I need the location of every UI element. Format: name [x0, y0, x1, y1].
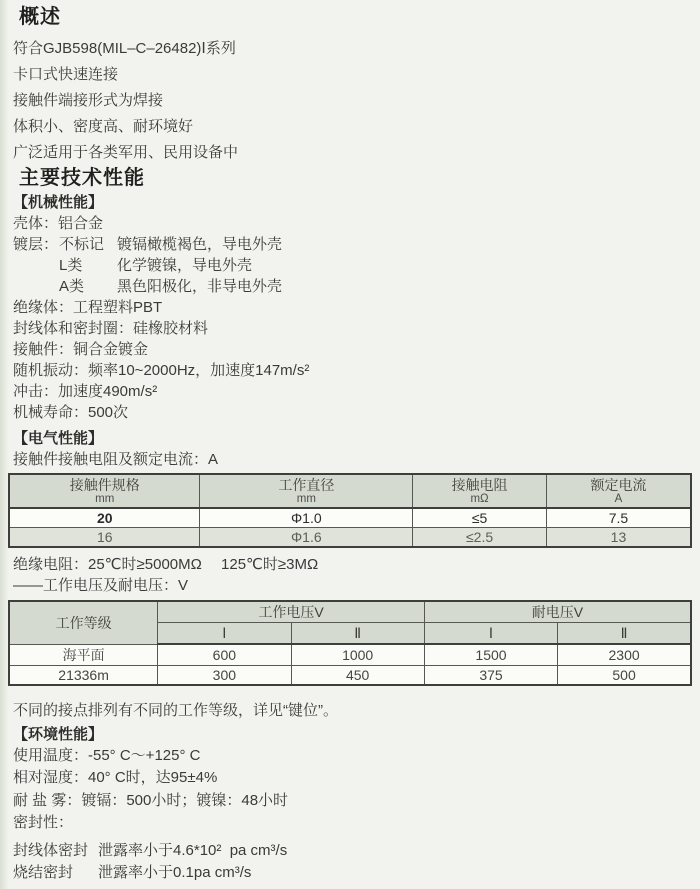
- spec-line: 随机振动：频率10~2000Hz，加速度147m/s²: [13, 362, 310, 379]
- contact-resistance-current-table: [8, 473, 692, 548]
- spec-line: 绝缘体：工程塑料PBT: [13, 299, 163, 316]
- env-spec-line: 耐 盐 雾：镀镉：500小时；镀镍：48小时: [13, 791, 289, 809]
- plating-key: 不标记: [59, 236, 105, 253]
- seal-type: 封线体密封: [13, 841, 89, 859]
- table-group-header-cell: 工作电压V: [158, 601, 425, 623]
- plating-desc: 化学镀镍，导电外壳: [117, 257, 253, 274]
- table-cell: 20: [9, 508, 200, 528]
- plating-prefix: 镀层：: [13, 236, 59, 253]
- table-cell: 13: [546, 528, 691, 548]
- plating-row: [13, 255, 690, 276]
- table-cell: 21336m: [9, 665, 158, 685]
- table-row: [9, 528, 691, 548]
- table-row: [9, 508, 691, 528]
- seal-spec-row: [13, 840, 690, 863]
- table-cell: 500: [558, 665, 691, 685]
- plating-desc: 黑色阳极化，非导电外壳: [117, 278, 283, 295]
- table-cell: 海平面: [9, 644, 158, 665]
- env-spec-line: 使用温度：-55° C～+125° C: [13, 746, 201, 764]
- seal-leak-rate: 泄露率小于4.6*10² pa cm³/s: [98, 841, 288, 859]
- table-group-header-row: [9, 601, 691, 623]
- overview-line: 体积小、密度高、耐环境好: [13, 118, 194, 135]
- plating-key: A类: [59, 278, 85, 295]
- table-corner-cell: 工作等级: [9, 601, 158, 644]
- plating-row: [13, 234, 690, 255]
- seal-leak-rate: 泄露率小于0.1pa cm³/s: [98, 864, 252, 881]
- seal-spec-row: [13, 862, 690, 885]
- plating-prefix: [13, 276, 59, 297]
- table-header-row: [9, 474, 691, 508]
- electrical-intro-line: 接触件接触电阻及额定电流：A: [13, 451, 219, 468]
- plating-prefix: [13, 255, 59, 276]
- overview-title: 概述: [19, 6, 61, 28]
- table-group-header-cell: 耐电压V: [424, 601, 691, 623]
- table-cell: Φ1.6: [200, 528, 413, 548]
- table-header-cell: 接触件规格 mm: [9, 474, 200, 508]
- table-subheader-cell: Ⅰ: [424, 623, 557, 645]
- spec-line: 冲击：加速度490m/s²: [13, 383, 158, 400]
- table-row: [9, 665, 691, 685]
- env-spec-line: 密封性：: [13, 814, 74, 831]
- overview-line: 接触件端接形式为焊接: [13, 92, 164, 109]
- table-cell: 7.5: [546, 508, 691, 528]
- table-subheader-cell: Ⅰ: [158, 623, 291, 645]
- table-cell: 1000: [291, 644, 424, 665]
- table-subheader-cell: Ⅱ: [558, 623, 691, 645]
- table-cell: 300: [158, 665, 291, 685]
- plating-row: [13, 276, 690, 297]
- table-header-cell: 额定电流 A: [546, 474, 691, 508]
- plating-desc: 镀镉橄榄褐色，导电外壳: [117, 236, 283, 253]
- table-cell: ≤2.5: [413, 528, 547, 548]
- overview-line: 广泛适用于各类军用、民用设备中: [13, 144, 239, 161]
- spec-line: 封线体和密封圈：硅橡胶材料: [13, 320, 209, 337]
- shell-spec-line: 壳体：铝合金: [13, 215, 104, 232]
- table-header-cell: 接触电阻 mΩ: [413, 474, 547, 508]
- plating-key: L类: [59, 257, 83, 274]
- table-cell: ≤5: [413, 508, 547, 528]
- table-cell: 450: [291, 665, 424, 685]
- table-cell: 600: [158, 644, 291, 665]
- overview-line: 符合GJB598(MIL–C–26482)Ⅰ系列: [13, 40, 236, 57]
- spec-line: 机械寿命：500次: [13, 404, 129, 421]
- table-cell: 16: [9, 528, 200, 548]
- mechanical-section-header: 【机械性能】: [13, 194, 104, 211]
- spec-line: 接触件：铜合金镀金: [13, 341, 149, 358]
- tech-performance-title: 主要技术性能: [19, 167, 145, 189]
- electrical-section-header: 【电气性能】: [13, 430, 104, 447]
- table-cell: 375: [424, 665, 557, 685]
- seal-type: 烧结密封: [13, 864, 74, 881]
- table-cell: 2300: [558, 644, 691, 665]
- table-row: [9, 644, 691, 665]
- table-cell: Φ1.0: [200, 508, 413, 528]
- voltage-intro-line: ——工作电压及耐电压：V: [13, 577, 189, 594]
- env-spec-line: 相对湿度：40° C时，达95±4%: [13, 769, 218, 786]
- working-voltage-table: [8, 600, 692, 686]
- table-subheader-cell: Ⅱ: [291, 623, 424, 645]
- environment-section-header: 【环境性能】: [13, 725, 104, 743]
- overview-line: 卡口式快速连接: [13, 66, 119, 83]
- insulation-resistance-line: 绝缘电阻：25℃时≥5000MΩ 125℃时≥3MΩ: [13, 556, 319, 573]
- table-cell: 1500: [424, 644, 557, 665]
- table-header-cell: 工作直径 mm: [200, 474, 413, 508]
- key-position-note: 不同的接点排列有不同的工作等级，详见“键位”。: [13, 701, 338, 719]
